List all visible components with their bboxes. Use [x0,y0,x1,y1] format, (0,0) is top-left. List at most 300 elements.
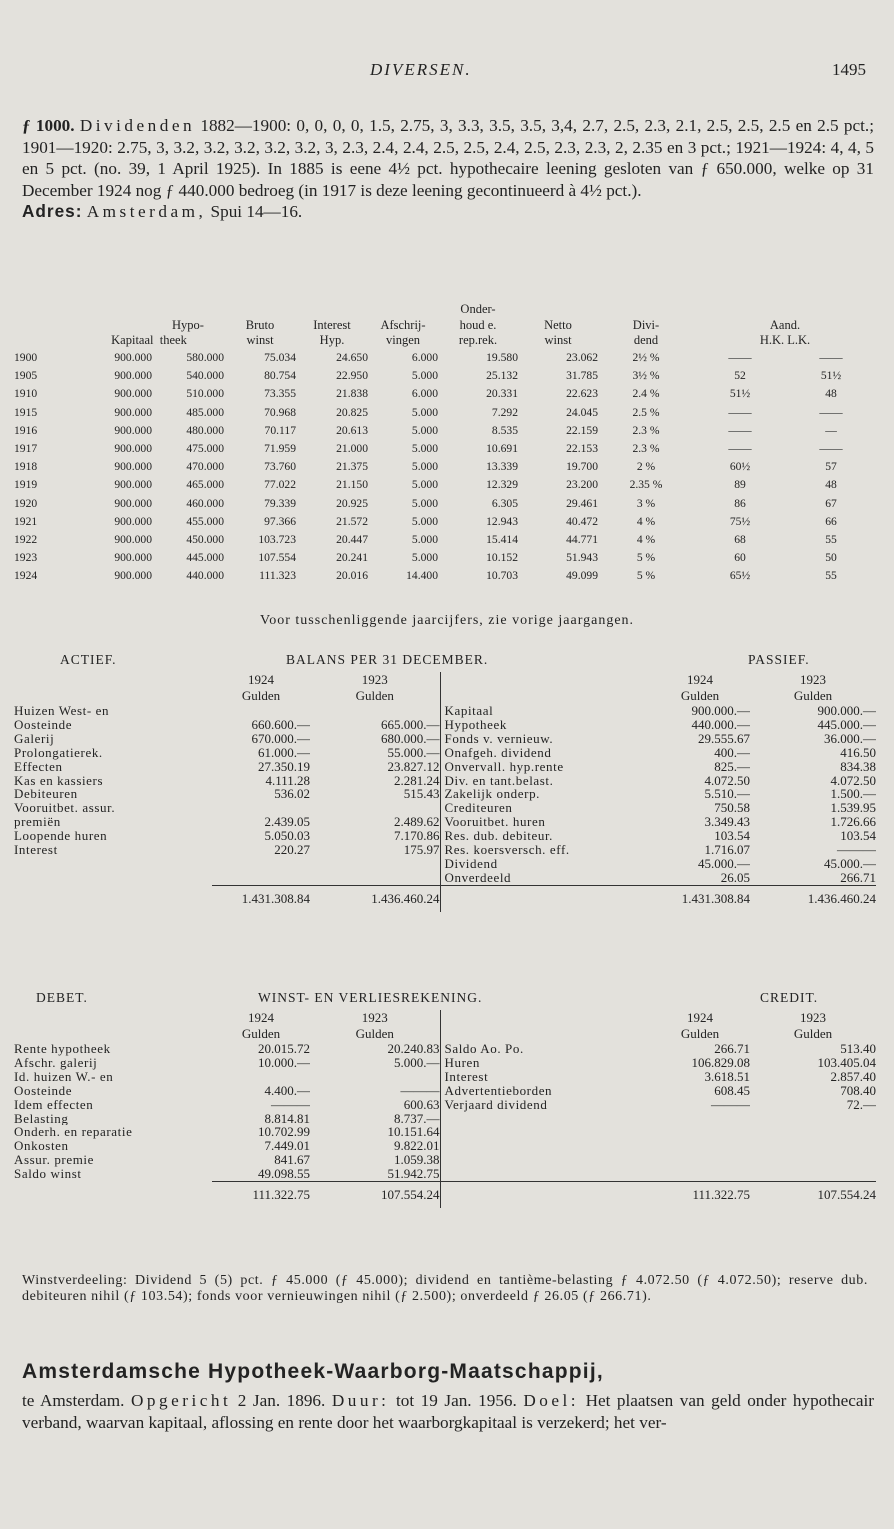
year-header-row [14,672,876,688]
table-row [14,801,876,815]
history-cell-kapitaal: 900.000 [114,405,152,419]
right-item-label: Onverdeeld [440,871,650,885]
history-cell-afschr: 5.000 [411,496,438,510]
table-row [14,567,876,585]
table-row [14,732,876,746]
year-1923: 1923 [800,1010,826,1025]
left-item-label: Oosteinde [14,717,73,732]
right-total-1923: 1.436.460.24 [750,885,876,912]
right-value-1923: 36.000.— [824,731,876,746]
right-value-1924: 103.54 [714,829,750,844]
history-cell-hk: —— [728,423,752,437]
right-item-label: Fonds v. vernieuw. [440,732,650,746]
left-value-1924: 49.098.55 [258,1167,310,1182]
history-cell-hypo: 465.000 [186,478,224,492]
table-row [14,843,876,857]
col-header-winst: winst [246,333,274,348]
right-value-1924: 1.716.07 [704,843,750,857]
col-header-afschr: Afschrij- [380,317,426,332]
right-item-label: Div. en tant.belast. [440,774,650,788]
history-cell-afschr: 5.000 [411,442,438,456]
table-row [14,349,876,367]
col-header-bruto: Bruto [245,317,275,332]
company-duration-label: Duur: [331,1391,390,1410]
table-row [14,718,876,732]
history-cell-year: 1918 [14,460,38,474]
left-value-1924: 4.400.— [264,1083,310,1098]
history-cell-hypo: 475.000 [186,442,224,456]
table-row [14,704,876,718]
blank-cell [14,1026,212,1042]
table-row [14,367,876,385]
history-cell-interest: 20.925 [336,496,368,510]
company-place: te Amsterdam. [22,1391,125,1410]
history-cell-onderhoud: 25.132 [486,369,518,383]
right-value-1924: 3.618.51 [704,1069,750,1084]
history-cell-afschr: 6.000 [411,351,438,365]
left-item-label: Saldo winst [14,1167,82,1182]
right-value-1924: 750.58 [714,801,750,816]
balance-sheet [14,652,876,912]
left-value-1923: 600.63 [403,1097,440,1112]
left-value-1924: 5.050.03 [264,829,310,844]
blank-cell [14,1182,212,1209]
history-cell-lk: —— [819,442,843,456]
right-value-1924: 825.— [714,759,750,774]
right-value-1923: 2.857.40 [830,1069,876,1084]
right-value-1924 [650,1167,750,1181]
history-cell-divi: 2.3 % [632,442,660,456]
history-cell-interest: 21.838 [336,387,368,401]
right-item-label: Onafgeh. dividend [440,746,650,760]
left-item-label: premiën [14,815,61,830]
right-item-label: Zakelijk onderp. [440,787,650,801]
history-cell-divi: 2 % [636,460,656,474]
history-cell-netto: 29.461 [566,496,598,510]
col-header-hyp: Hyp. [319,333,345,348]
history-cell-divi: 4 % [636,514,656,528]
year-1924: 1924 [687,1010,713,1025]
left-value-1924: 8.814.81 [264,1111,310,1126]
table-row [14,1056,876,1070]
right-item-label [440,1112,650,1126]
left-item-label: Idem effecten [14,1097,94,1112]
company-goal: Het plaatsen van geld onder hypothecair verband, waarvan kapitaal, aflossing en rente door het waarborgkapitaal is verzekerd; het ver- [22,1391,875,1432]
left-value-1923: 10.151.64 [387,1125,440,1140]
history-cell-onderhoud: 10.691 [486,442,518,456]
left-item-label: Loopende huren [14,829,108,844]
right-item-label: Res. koersversch. eff. [440,843,650,857]
right-item-label: Vooruitbet. huren [440,815,650,829]
history-cell-onderhoud: 10.152 [486,551,518,565]
history-cell-netto: 49.099 [566,569,598,583]
history-cell-hypo: 455.000 [186,514,224,528]
history-cell-bruto: 79.339 [264,496,296,510]
company-duration: tot 19 Jan. 1956. [396,1391,517,1410]
history-cell-interest: 20.241 [336,551,368,565]
history-cell-hypo: 440.000 [186,569,224,583]
left-value-1923: 23.827.12 [387,759,440,774]
left-value-1923 [310,857,440,871]
history-cell-bruto: 111.323 [259,569,296,583]
table-row [14,458,876,476]
history-cell-bruto: 70.968 [264,405,296,419]
table-row [14,1042,876,1056]
right-total-1923: 107.554.24 [750,1182,876,1209]
left-value-1923: 2.489.62 [394,815,440,830]
right-value-1923: 900.000.— [817,704,876,718]
history-cell-netto: 19.700 [566,460,598,474]
history-cell-netto: 24.045 [566,405,598,419]
table-row [14,421,876,439]
history-cell-netto: 51.943 [566,551,598,565]
right-value-1923 [750,1112,876,1126]
col-header-hk-lk: H.K. L.K. [759,333,811,348]
table-row [14,494,876,512]
blank-cell [440,1010,650,1026]
left-value-1923: 51.942.75 [387,1167,440,1182]
history-cell-kapitaal: 900.000 [114,569,152,583]
history-cell-onderhoud: 19.580 [486,351,518,365]
history-cell-kapitaal: 900.000 [114,387,152,401]
table-row [14,476,876,494]
left-item-label: Kas en kassiers [14,773,104,788]
right-value-1923 [750,1139,876,1153]
history-cell-kapitaal: 900.000 [114,478,152,492]
right-item-label [440,1125,650,1139]
history-cell-hypo: 540.000 [186,369,224,383]
left-value-1924 [212,857,310,871]
history-cell-lk: —— [819,351,843,365]
unit-gulden: Gulden [241,688,281,703]
left-value-1923: 8.737.— [394,1111,440,1126]
table-row [14,746,876,760]
right-value-1924: 45.000.— [698,856,750,871]
col-header-interest: Interest [313,317,351,332]
right-item-label: Huren [440,1056,650,1070]
history-cell-hk: 86 [734,496,746,510]
right-value-1924: 29.555.67 [698,731,750,746]
year-1924: 1924 [248,672,274,687]
history-cell-divi: 3½ % [632,369,660,383]
history-cell-year: 1920 [14,496,38,510]
history-cell-year: 1915 [14,405,38,419]
col-header-divi: Divi- [632,317,660,332]
history-cell-netto: 22.159 [566,423,598,437]
left-value-1924 [212,1070,310,1084]
year-1923: 1923 [361,1010,388,1025]
right-value-1924: 26.05 [720,870,750,885]
left-value-1924: ——— [271,1097,310,1112]
history-cell-bruto: 71.959 [264,442,296,456]
history-cell-afschr: 6.000 [411,387,438,401]
left-total-1924: 111.322.75 [212,1182,310,1209]
right-value-1923: 266.71 [840,870,876,885]
history-cell-onderhoud: 10.703 [486,569,518,583]
history-cell-onderhoud: 12.943 [486,514,518,528]
col-header-netto: Netto [544,317,572,332]
running-title: DIVERSEN. [370,60,472,79]
table-row [14,1125,876,1139]
left-value-1923: 1.059.38 [394,1153,440,1168]
right-value-1923: ——— [837,843,876,857]
address-label: Adres: [22,201,83,221]
right-value-1923: 103.405.04 [817,1055,876,1070]
history-cell-hk: 51½ [729,387,751,401]
pl-title: WINST- EN VERLIESREKENING. [258,990,483,1005]
history-note: Voor tusschenliggende jaarcijfers, zie vorige jaargangen. [259,613,635,628]
right-value-1923: 4.072.50 [830,773,876,788]
table-row [14,403,876,421]
left-value-1923: 665.000.— [381,717,440,732]
history-cell-hk: 75½ [729,514,751,528]
history-cell-interest: 24.650 [336,351,368,365]
history-cell-bruto: 70.117 [264,423,296,437]
dividend-lead: ƒ 1000. [22,116,75,135]
right-value-1924: 608.45 [714,1083,750,1098]
col-header-onder: Onder- [460,302,496,317]
history-cell-lk: 67 [825,496,837,510]
right-value-1923: 445.000.— [817,717,876,732]
unit-gulden: Gulden [355,1026,394,1041]
right-item-label [440,1139,650,1153]
company-founded: 2 Jan. 1896. [237,1391,326,1410]
right-value-1923 [750,1125,876,1139]
history-cell-afschr: 5.000 [411,514,438,528]
history-cell-interest: 20.016 [336,569,368,583]
left-item-label: Onkosten [14,1139,69,1154]
history-cell-year: 1917 [14,442,38,456]
col-header-aand: Aand. [769,317,801,332]
history-cell-interest: 22.950 [336,369,368,383]
history-cell-divi: 5 % [636,551,656,565]
right-value-1923: 513.40 [840,1042,876,1056]
history-header-row-top [14,302,876,318]
left-item-label: Debiteuren [14,787,78,802]
left-value-1924: 20.015.72 [258,1042,310,1056]
history-cell-netto: 31.785 [566,369,598,383]
history-cell-lk: 51½ [820,369,842,383]
right-value-1923 [750,1153,876,1167]
history-cell-lk: 57 [825,460,837,474]
table-row [14,549,876,567]
unit-gulden: Gulden [680,1026,720,1041]
right-value-1924: 440.000.— [691,717,750,732]
right-item-label [440,1167,650,1181]
history-cell-interest: 21.000 [336,442,368,456]
left-item-label: Effecten [14,759,63,774]
profit-loss-account [14,990,876,1208]
year-1924: 1924 [248,1010,274,1025]
history-cell-bruto: 73.355 [264,387,296,401]
history-cell-netto: 22.623 [566,387,598,401]
left-value-1924: 841.67 [274,1153,310,1168]
history-cell-interest: 21.572 [336,514,368,528]
left-item-label: Vooruitbet. assur. [14,801,116,816]
history-cell-bruto: 73.760 [264,460,296,474]
history-cell-kapitaal: 900.000 [114,351,152,365]
history-cell-hypo: 510.000 [186,387,224,401]
table-row [14,1153,876,1167]
right-item-label [440,1153,650,1167]
unit-gulden: Gulden [793,1026,833,1041]
history-cell-bruto: 80.754 [264,369,296,383]
left-value-1923 [310,1070,440,1084]
table-row [14,439,876,457]
blank-cell [440,1026,650,1042]
history-cell-lk: 48 [825,387,837,401]
left-item-label: Id. huizen W.- en [14,1069,114,1084]
left-value-1924: 7.449.01 [264,1139,310,1154]
history-cell-hypo: 445.000 [186,551,224,565]
left-total-1923: 107.554.24 [310,1182,440,1209]
history-cell-divi: 2.3 % [632,423,660,437]
right-value-1924 [650,1153,750,1167]
year-1923: 1923 [361,672,388,687]
right-value-1923: 72.— [846,1097,876,1112]
right-value-1923: 834.38 [840,759,876,774]
right-item-label: Onvervall. hyp.rente [440,760,650,774]
left-value-1924: 10.000.— [258,1055,310,1070]
left-item-label: Onderh. en reparatie [14,1125,133,1140]
table-row [14,1098,876,1112]
history-cell-hypo: 485.000 [186,405,224,419]
right-value-1924: 400.— [714,745,750,760]
history-cell-afschr: 14.400 [406,569,438,583]
history-cell-bruto: 107.554 [258,551,296,565]
table-row [14,1084,876,1098]
table-row [14,774,876,788]
blank-cell [440,1182,650,1209]
balance-heading [14,652,876,672]
address-city: Amsterdam, [86,202,207,221]
balance-title: BALANS PER 31 DECEMBER. [286,652,489,667]
right-value-1923: 1.726.66 [830,815,876,830]
history-cell-onderhoud: 12.329 [486,478,518,492]
pl-right-label: CREDIT. [760,990,819,1005]
right-item-label: Saldo Ao. Po. [440,1042,650,1056]
col-header-hypo: Hypo- [172,317,204,332]
left-value-1923 [310,801,440,815]
right-item-label: Interest [440,1070,650,1084]
table-row [14,857,876,871]
right-value-1924: 5.510.— [704,787,750,802]
right-value-1923: 708.40 [840,1083,876,1098]
unit-gulden: Gulden [355,688,394,703]
unit-gulden: Gulden [793,688,833,703]
left-item-label: Huizen West- en [14,704,110,718]
left-item-label: Rente hypotheek [14,1042,111,1056]
history-cell-onderhoud: 13.339 [486,460,518,474]
left-value-1923: ——— [400,1083,440,1098]
col-header-reprek: rep.rek. [458,333,498,348]
right-item-label: Crediteuren [440,801,650,815]
history-cell-lk: 66 [825,514,837,528]
table-row [14,530,876,548]
history-cell-onderhoud: 8.535 [491,423,518,437]
history-cell-divi: 2½ % [632,351,660,365]
left-value-1924: 27.350.19 [258,759,310,774]
history-cell-netto: 44.771 [566,532,598,546]
col-header-kapitaal: Kapitaal theek [111,333,187,348]
right-value-1924: 4.072.50 [704,773,750,788]
left-total-1923: 1.436.460.24 [310,885,440,912]
history-cell-onderhoud: 6.305 [491,496,518,510]
table-row [14,787,876,801]
history-cell-hypo: 460.000 [186,496,224,510]
history-cell-hypo: 480.000 [186,423,224,437]
right-item-label: Advertentieborden [440,1084,650,1098]
right-total-1924: 111.322.75 [650,1182,750,1209]
left-item-label: Galerij [14,731,55,746]
left-value-1923 [310,871,440,885]
history-cell-afschr: 5.000 [411,460,438,474]
balance-right-label: PASSIEF. [748,652,810,667]
table-row [14,1167,876,1181]
history-cell-divi: 2.35 % [629,478,663,492]
left-value-1923 [310,704,440,718]
history-cell-hk: —— [728,351,752,365]
winstverdeeling: Winstverdeeling: Dividend 5 (5) pct. ƒ 45.000 (ƒ 45.000); dividend en tantième-belasting ƒ 4.072.50 (ƒ 4.072.50); reserve dub. debiteuren nihil (ƒ 103.54); fonds voor vernieuwingen nihil (ƒ 2.500); onverdeeld ƒ 26.05 (ƒ 266.71). [22,1273,868,1304]
left-item-label [14,857,212,871]
history-cell-year: 1910 [14,387,38,401]
left-total-1924: 1.431.308.84 [212,885,310,912]
history-cell-kapitaal: 900.000 [114,514,152,528]
history-cell-hk: 89 [734,478,746,492]
left-value-1924: 660.600.— [251,717,310,732]
blank-cell [440,672,650,688]
history-cell-afschr: 5.000 [411,369,438,383]
col-header-nettowinst: winst [544,333,572,348]
history-cell-interest: 21.375 [336,460,368,474]
history-cell-year: 1921 [14,514,38,528]
history-header-row-bottom [14,333,876,349]
right-value-1923: 1.500.— [830,787,876,802]
left-value-1924: 220.27 [274,843,310,857]
history-cell-kapitaal: 900.000 [114,551,152,565]
left-item-label: Belasting [14,1111,69,1126]
history-cell-hypo: 580.000 [186,351,224,365]
left-value-1924: 670.000.— [251,731,310,746]
left-value-1923: 55.000.— [387,745,440,760]
history-cell-netto: 22.153 [566,442,598,456]
company-name: Amsterdamsche Hypotheek-Waarborg-Maatschappij, [22,1360,604,1383]
history-cell-year: 1924 [14,569,38,583]
unit-header-row [14,688,876,704]
pl-left-label: DEBET. [36,990,88,1005]
blank-cell [14,885,212,912]
left-value-1924 [212,801,310,815]
table-row [14,1139,876,1153]
right-value-1924: ——— [711,1097,750,1112]
history-cell-interest: 20.447 [336,532,368,546]
history-cell-divi: 3 % [636,496,656,510]
table-row [14,1070,876,1084]
history-cell-kapitaal: 900.000 [114,423,152,437]
history-cell-bruto: 75.034 [264,351,296,365]
left-value-1923: 175.97 [403,843,440,857]
history-cell-year: 1919 [14,478,38,492]
history-cell-year: 1922 [14,532,38,546]
history-cell-kapitaal: 900.000 [114,442,152,456]
year-1924: 1924 [687,672,713,687]
unit-gulden: Gulden [241,1026,281,1041]
right-value-1923: 45.000.— [824,856,876,871]
dividend-label: Dividenden [79,116,196,135]
history-cell-lk: —— [819,405,843,419]
history-cell-year: 1923 [14,551,38,565]
totals-row [14,885,876,912]
